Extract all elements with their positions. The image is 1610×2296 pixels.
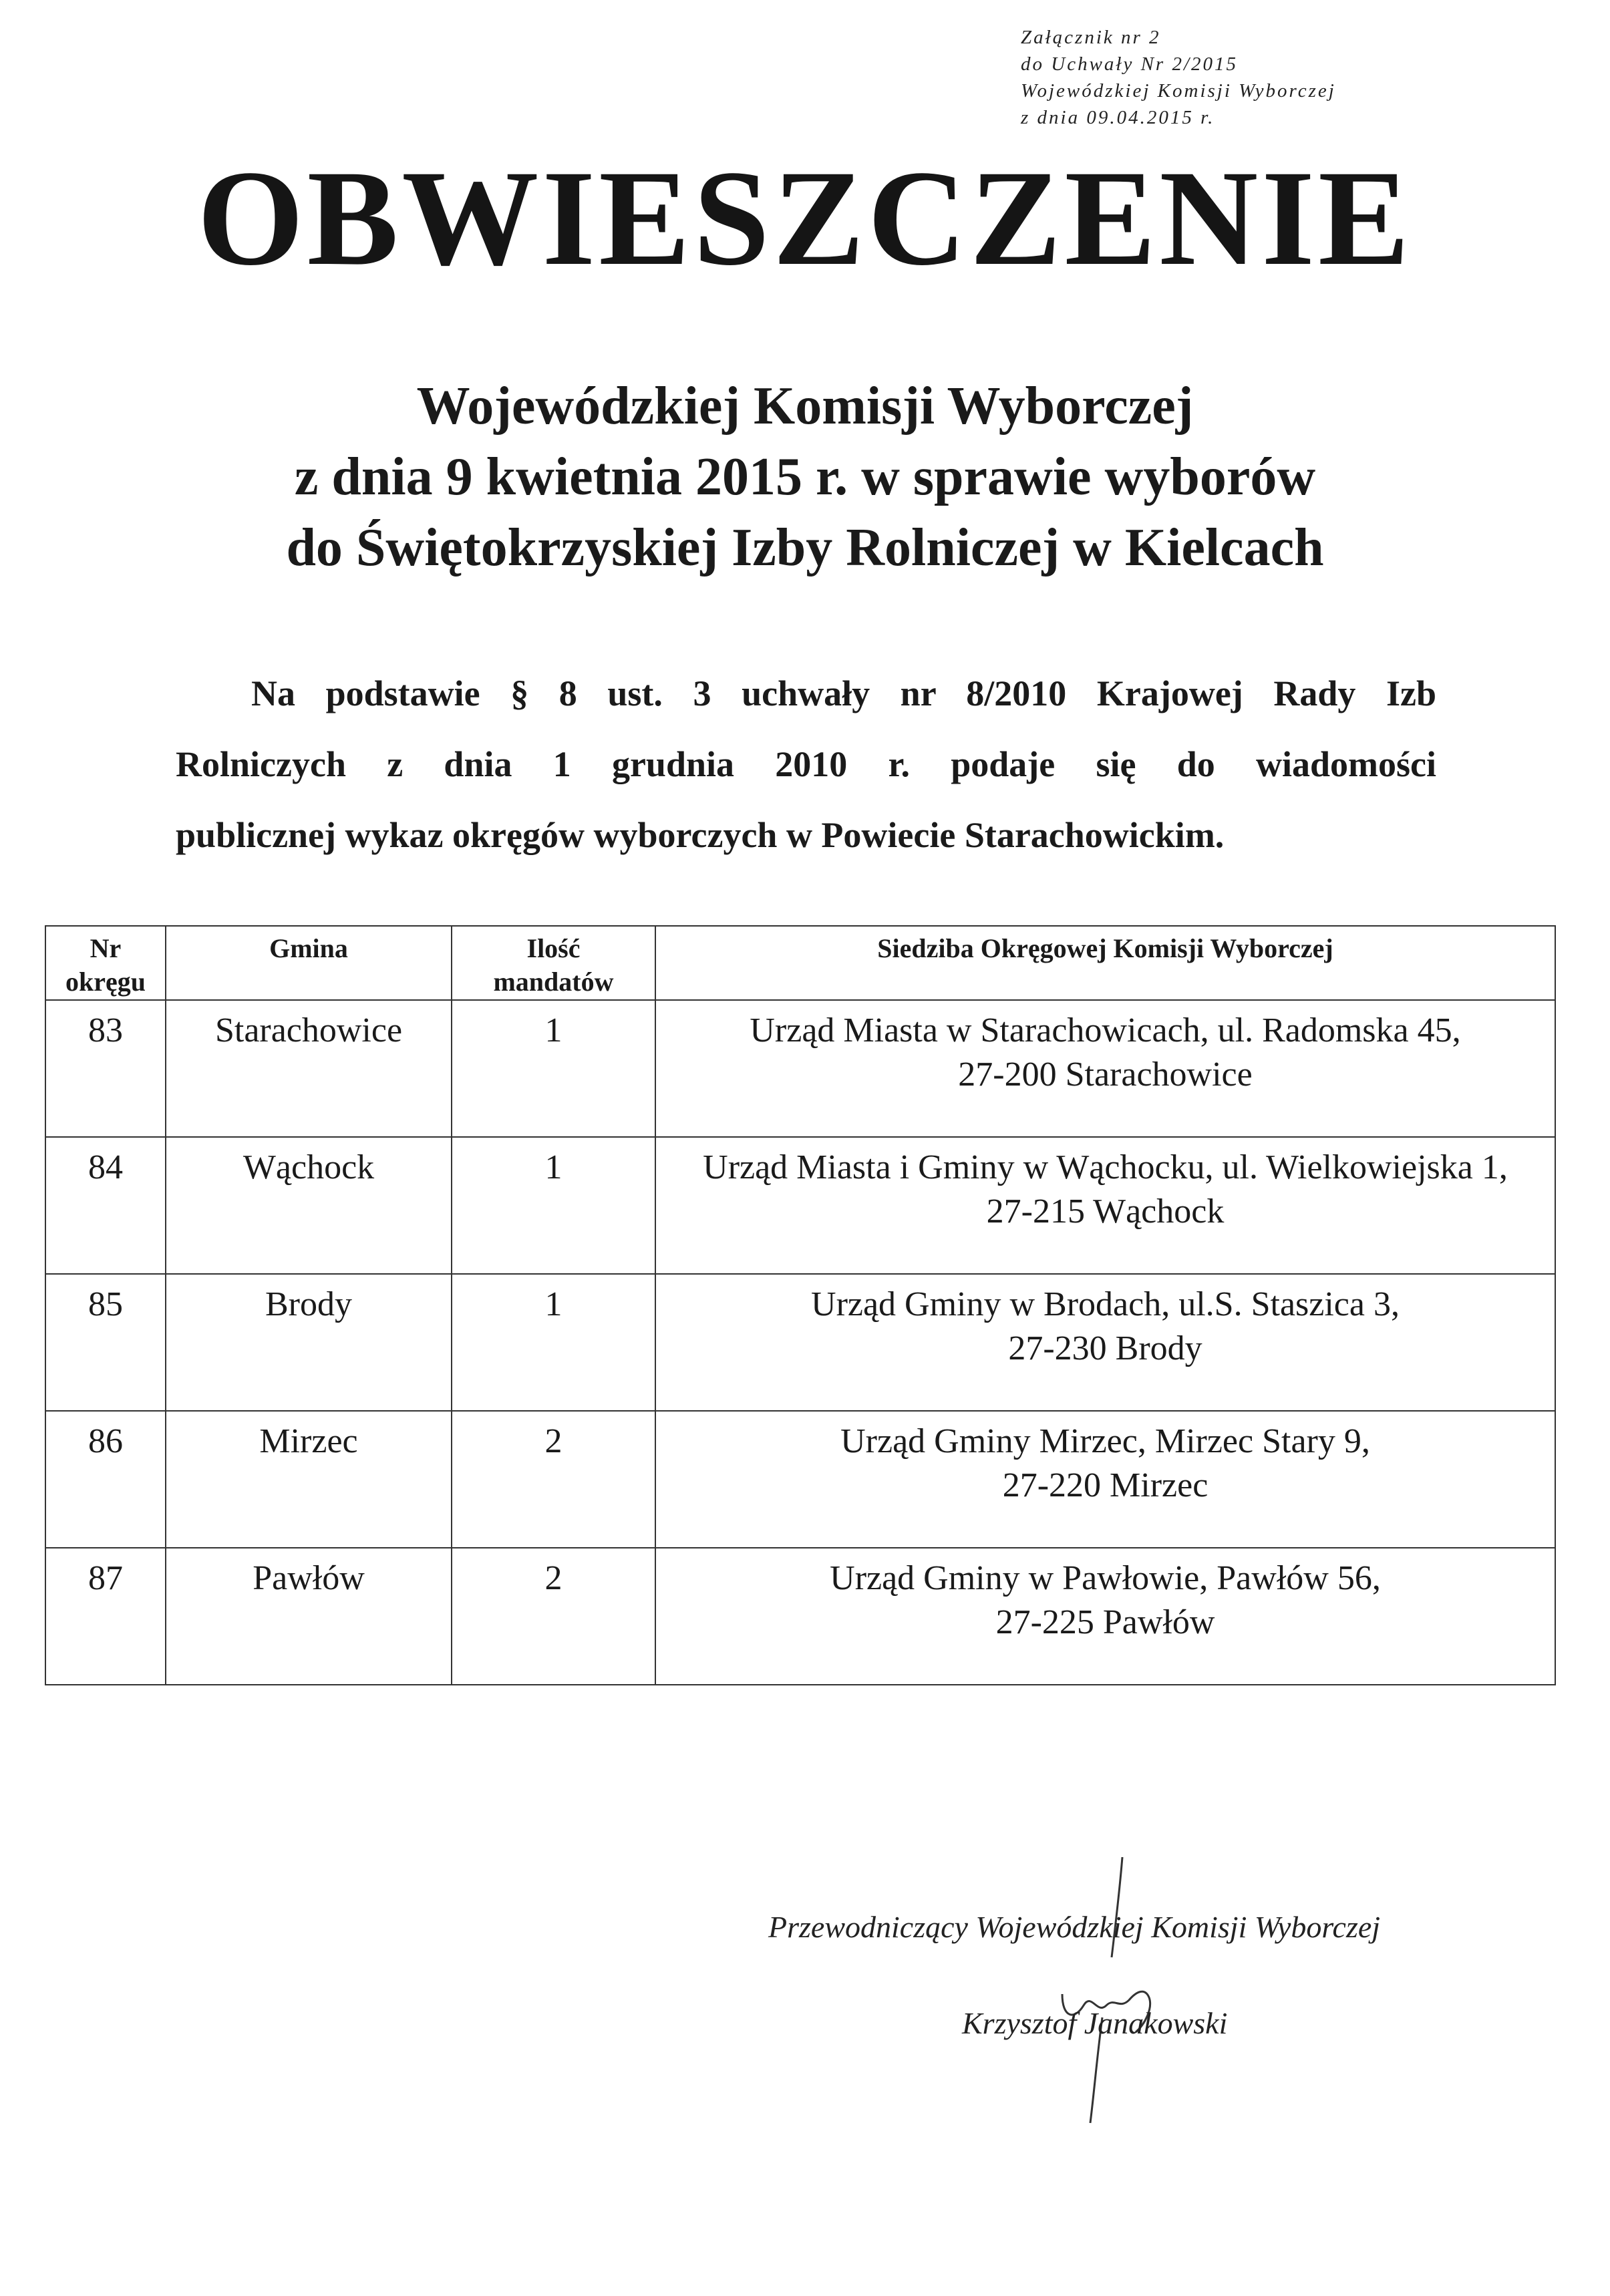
cell-siedziba	[655, 1000, 1555, 1137]
subtitle-line: do Świętokrzyskiej Izby Rolniczej w Kielcach	[286, 518, 1324, 577]
header-nr-line2: okręgu	[65, 967, 146, 997]
siedziba-line2: 27-230 Brody	[1008, 1329, 1202, 1367]
header-ilosc-line1: Ilość	[526, 933, 581, 963]
table-row	[45, 1137, 1555, 1274]
siedziba-line1: Urząd Miasta i Gminy w Wąchocku, ul. Wielkowiejska 1,	[703, 1148, 1508, 1186]
table-row	[45, 1548, 1555, 1685]
siedziba-line2: 27-200 Starachowice	[958, 1055, 1253, 1094]
siedziba-line2: 27-225 Pawłów	[995, 1603, 1215, 1641]
cell-gmina: Mirzec	[166, 1411, 452, 1548]
subtitle-line: Wojewódzkiej Komisji Wyborczej	[416, 377, 1194, 436]
siedziba-line1: Urząd Gminy Mirzec, Mirzec Stary 9,	[840, 1422, 1370, 1460]
table-row	[45, 1000, 1555, 1137]
cell-siedziba	[655, 1548, 1555, 1685]
siedziba-line1: Urząd Gminy w Brodach, ul.S. Staszica 3,	[811, 1285, 1400, 1323]
cell-mandaty: 2	[452, 1411, 655, 1548]
intro-paragraph	[176, 658, 1436, 870]
signature-name: Krzysztof Janakowski	[962, 2006, 1228, 2040]
districts-table	[45, 925, 1556, 1685]
header-nr-line1: Nr	[90, 933, 122, 963]
siedziba-line2: 27-220 Mirzec	[1002, 1466, 1209, 1504]
annex-line: Wojewódzkiej Komisji Wyborczej	[1021, 80, 1336, 102]
cell-mandaty: 1	[452, 1274, 655, 1411]
document-title: OBWIESZCZENIE	[197, 142, 1413, 294]
annex-line: do Uchwały Nr 2/2015	[1021, 53, 1239, 75]
header-siedziba: Siedziba Okręgowej Komisji Wyborczej	[655, 926, 1555, 1000]
header-nr	[45, 926, 166, 1000]
cell-nr: 87	[45, 1548, 166, 1685]
annex-reference	[1021, 24, 1336, 131]
cell-nr: 83	[45, 1000, 166, 1137]
subtitle-line: z dnia 9 kwietnia 2015 r. w sprawie wyborów	[294, 448, 1316, 506]
intro-line: Rolniczych z dnia 1 grudnia 2010 r. podaje się do wiadomości	[176, 744, 1436, 784]
cell-nr: 86	[45, 1411, 166, 1548]
cell-gmina: Brody	[166, 1274, 452, 1411]
document-subtitle	[0, 371, 1610, 583]
siedziba-line1: Urząd Miasta w Starachowicach, ul. Radomska 45,	[750, 1011, 1461, 1049]
cell-siedziba	[655, 1411, 1555, 1548]
cell-mandaty: 1	[452, 1137, 655, 1274]
table-row	[45, 1411, 1555, 1548]
cell-gmina: Pawłów	[166, 1548, 452, 1685]
header-ilosc-line2: mandatów	[493, 967, 614, 997]
signature-title: Przewodniczący Wojewódzkiej Komisji Wyborczej	[768, 1910, 1381, 1944]
cell-siedziba	[655, 1274, 1555, 1411]
cell-gmina: Starachowice	[166, 1000, 452, 1137]
cell-mandaty: 1	[452, 1000, 655, 1137]
table-header-row	[45, 926, 1555, 1000]
cell-gmina: Wąchock	[166, 1137, 452, 1274]
table-row	[45, 1274, 1555, 1411]
handwritten-signature	[1022, 1857, 1169, 2124]
siedziba-line2: 27-215 Wąchock	[986, 1192, 1225, 1231]
cell-mandaty: 2	[452, 1548, 655, 1685]
cell-siedziba	[655, 1137, 1555, 1274]
annex-line: Załącznik nr 2	[1021, 27, 1161, 48]
intro-line: Na podstawie § 8 ust. 3 uchwały nr 8/2010 Krajowej Rady Izb	[251, 673, 1436, 713]
cell-nr: 84	[45, 1137, 166, 1274]
header-gmina: Gmina	[166, 926, 452, 1000]
header-ilosc	[452, 926, 655, 1000]
siedziba-line1: Urząd Gminy w Pawłowie, Pawłów 56,	[830, 1559, 1381, 1597]
annex-line: z dnia 09.04.2015 r.	[1021, 107, 1215, 128]
intro-line: publicznej wykaz okręgów wyborczych w Powiecie Starachowickim.	[176, 815, 1225, 855]
cell-nr: 85	[45, 1274, 166, 1411]
